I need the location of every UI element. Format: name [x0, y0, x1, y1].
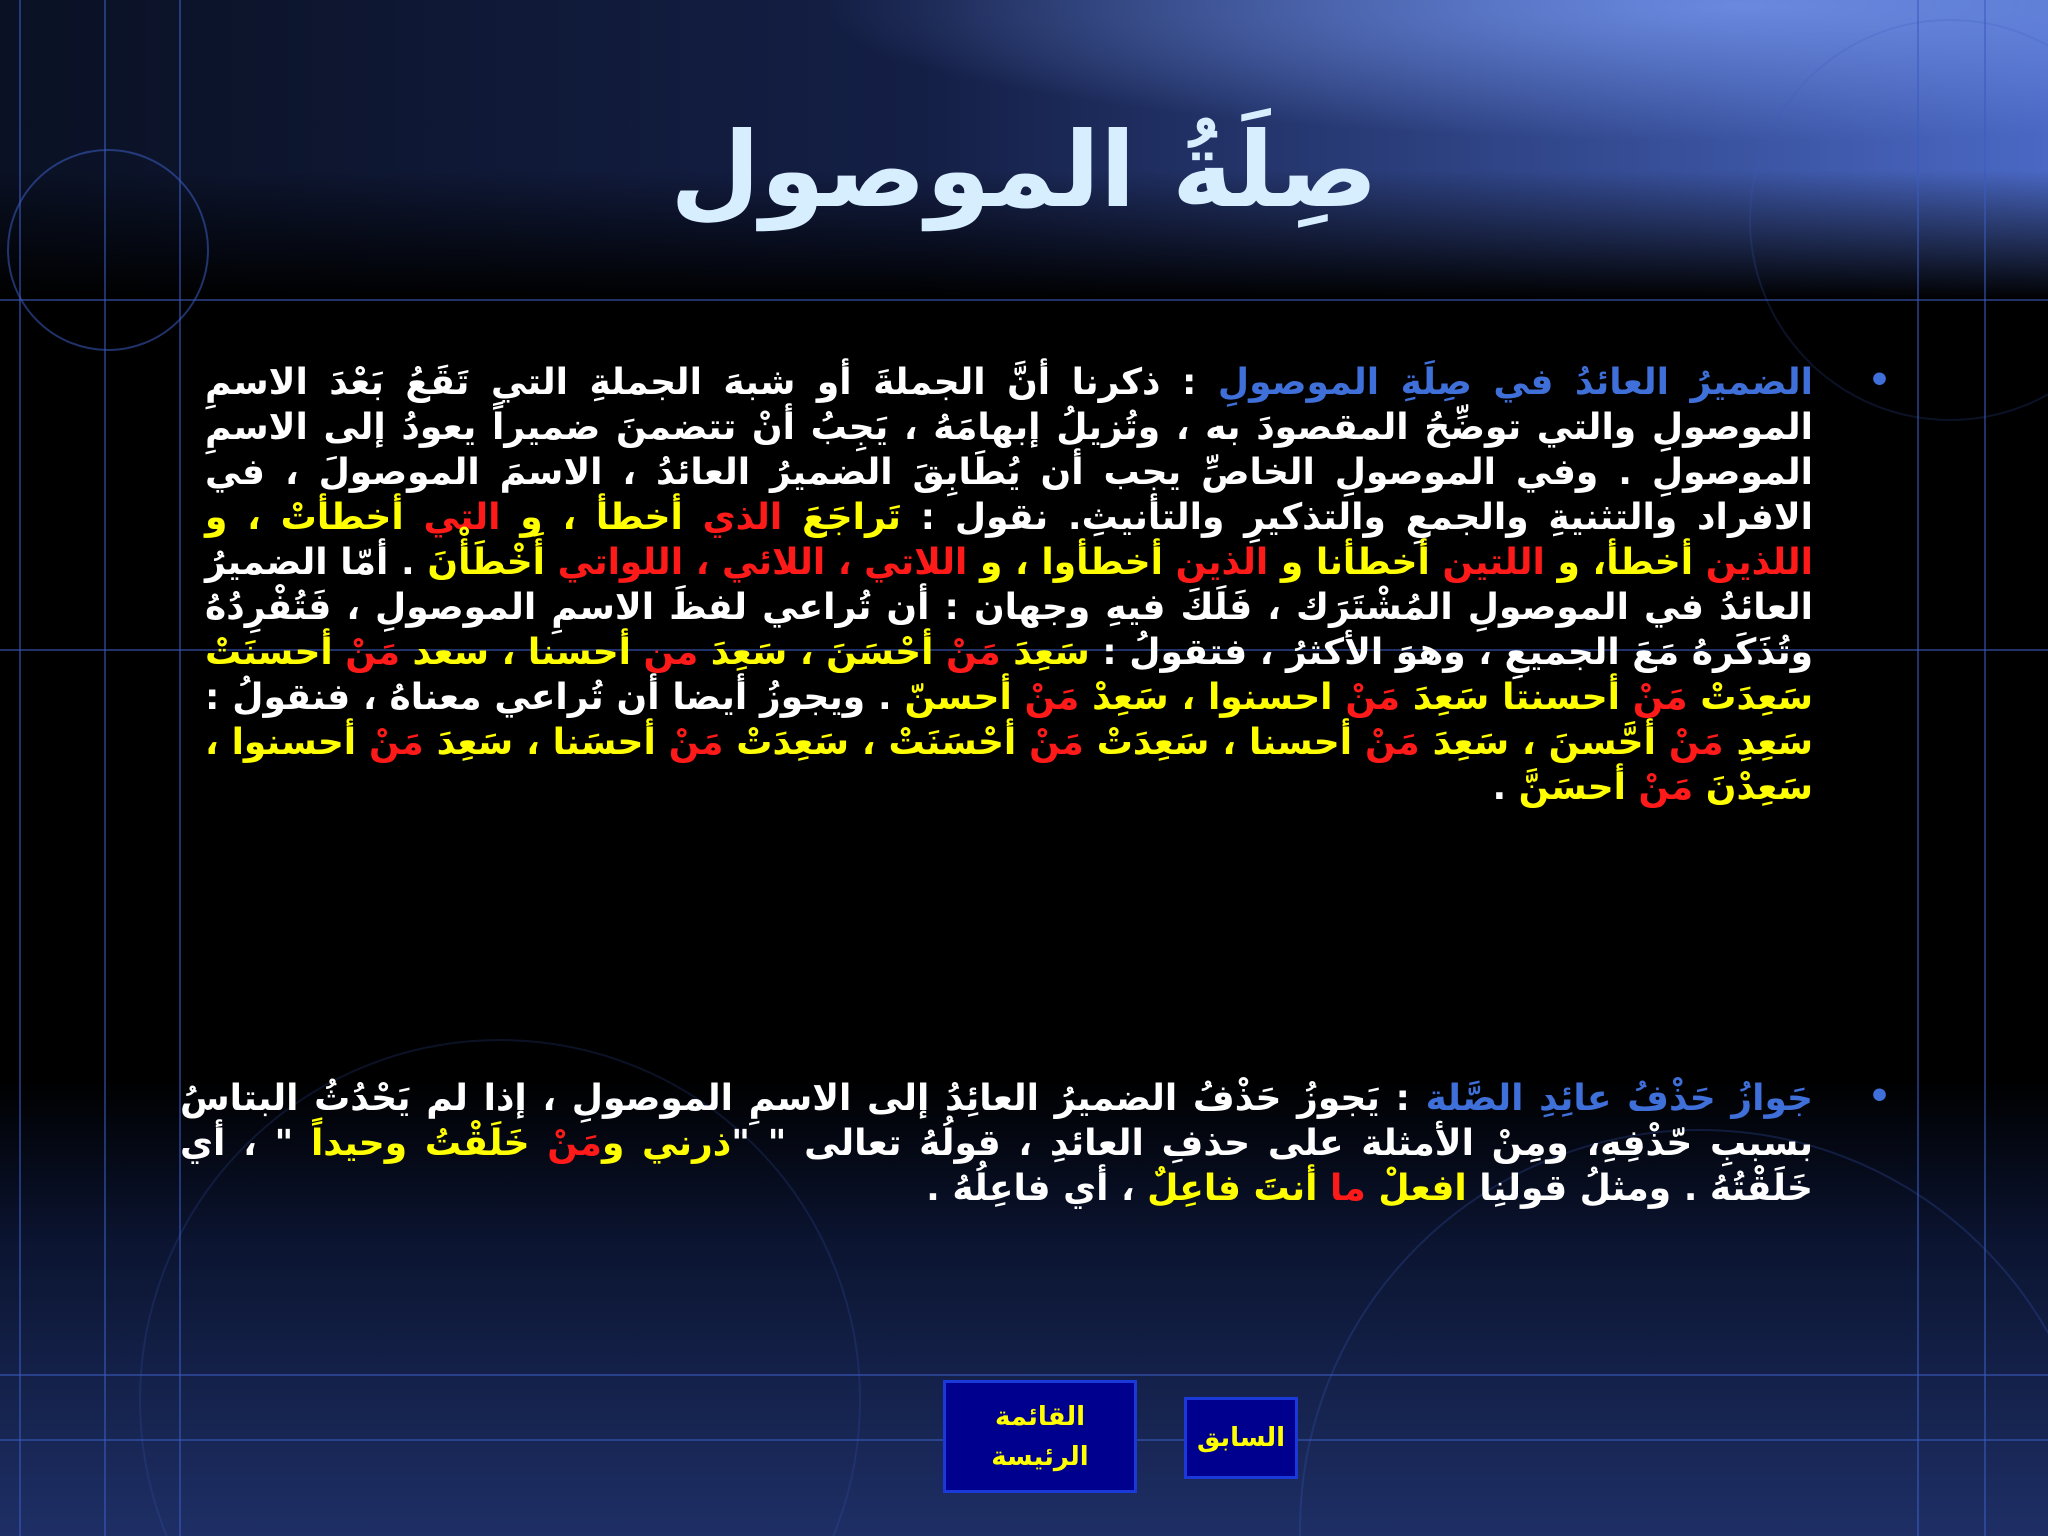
bullet-marker: • — [1868, 1076, 1892, 1117]
relative-pronoun: مَنْ — [1029, 722, 1084, 763]
highlight: أحْسَنَ ، سَعِدَ — [698, 632, 946, 673]
highlight: أحسنتا سَعِدَ — [1400, 677, 1633, 718]
highlight: أحسنا ، سَعِدَتْ — [1083, 722, 1366, 763]
highlight: أخطأوا ، و — [967, 542, 1176, 583]
text: . ويجوزُ أيضا أن تُراعي معناهُ ، فنقولُ : — [205, 677, 905, 718]
slide-title: صِلَةُ الموصول — [670, 109, 1378, 231]
highlight: ذرني و — [601, 1123, 732, 1164]
highlight: أحَّسنَ ، سَعِدَ — [1419, 722, 1669, 763]
relative-pronoun: مَنْ — [1632, 677, 1688, 718]
relative-pronoun: الذي — [702, 497, 783, 538]
relative-pronoun: مَنْ — [945, 632, 1001, 673]
relative-pronoun: الذين — [1175, 542, 1269, 583]
relative-pronoun: من — [643, 632, 699, 673]
paragraph-heading: جَوازُ حَذْفُ عائِدِ الصَّلة — [1425, 1078, 1813, 1119]
highlight: أخطأ ، و — [500, 497, 703, 538]
paragraph-omission-of-pronoun — [180, 1076, 1813, 1211]
highlight: أحسَنا ، سَعِدَ — [423, 722, 669, 763]
relative-pronoun: مَنْ — [1024, 677, 1080, 718]
text: " ، أي خَلَقْتُهُ . ومثلُ قولنِا — [180, 1123, 1813, 1209]
highlight: أخطأنا و — [1268, 542, 1443, 583]
highlight: أَخْطَأْنَ — [427, 542, 558, 583]
highlight: أحْسَنَتْ ، سَعِدَتْ — [723, 722, 1030, 763]
highlight: أحسنوا ، سَعِدْنَ — [205, 722, 1813, 808]
paragraph-returning-pronoun — [205, 360, 1813, 810]
highlight: أحسنا ، سعد — [399, 632, 644, 673]
relative-pronoun: ما — [1330, 1168, 1366, 1209]
highlight: أخطأتْ ، و — [205, 497, 424, 538]
text — [782, 497, 802, 538]
relative-pronoun: اللاتي ، اللائي ، اللواتي — [557, 542, 968, 583]
bullet-marker: • — [1868, 360, 1892, 401]
relative-pronoun: مَنْ — [668, 722, 724, 763]
main-menu-button[interactable] — [943, 1380, 1137, 1493]
paragraph-heading: الضميرُ العائدُ في صِلَةِ الموصولِ — [1217, 362, 1813, 403]
relative-pronoun: مَنْ — [1365, 722, 1420, 763]
text: ، أي فاعِلُهُ . — [926, 1168, 1148, 1209]
previous-button[interactable] — [1184, 1397, 1298, 1479]
relative-pronoun: مَنْ — [1345, 677, 1400, 718]
relative-pronoun: مَنْ — [547, 1123, 602, 1164]
relative-pronoun: مَنْ — [1668, 722, 1724, 763]
text: . أمّا الضميرُ العائدُ في الموصولِ المُشْتَرَك ، فَلَكَ فيهِ وجهان : أن تُراعي لفظَ الاسمِ الموصولِ ، فَتُفْرِدُهُ وتُذَكَرهُ مَعَ الجميعِ ، وهوَ الأكثرُ ، فتقولُ : — [205, 542, 1813, 673]
highlight: سَعِدَ — [1000, 632, 1090, 673]
highlight: أحسَنَّ — [1518, 767, 1639, 808]
highlight: افعلْ — [1365, 1168, 1467, 1209]
highlight: أخطأ، و — [1544, 542, 1706, 583]
relative-pronoun: التي — [423, 497, 501, 538]
highlight: أنتَ فاعِلٌ — [1147, 1168, 1331, 1209]
relative-pronoun: مَنْ — [345, 632, 400, 673]
relative-pronoun: مَنْ — [369, 722, 424, 763]
highlight: احسنوا ، سَعِدْ — [1079, 677, 1346, 718]
highlight: خَلَقْتُ وحيداً — [310, 1123, 548, 1164]
highlight: أحسنّ — [904, 677, 1025, 718]
main-menu-label: القائمة الرئيسة — [991, 1401, 1089, 1472]
relative-pronoun: اللتين — [1442, 542, 1545, 583]
highlight: أحسنَتْ سَعِدَتْ — [205, 632, 1813, 718]
relative-pronoun: اللذين — [1705, 542, 1813, 583]
highlight: سَعِدِ — [1723, 722, 1813, 763]
text: : ذكرنا أنَّ الجملةَ أو شبهَ الجملةِ التي تَقَعُ بَعْدَ الاسمِ الموصولِ والتي توضِّحُ المقصودَ به ، وتُزيلُ إبهامَهُ ، يَجِبُ أنْ تتضمنَ ضميراً يعودُ إلى الاسمِ الموصولِ . وفي الموصولِ الخاصِّ يجب أن يُطَابِقَ الضميرُ العائدُ ، الاسمَ الموصولَ ، في الافراد والتثنيةِ والجمعِ والتذكيرِ والتأنيثِ. نقول : — [205, 362, 1813, 538]
relative-pronoun: مَنْ — [1638, 767, 1694, 808]
highlight: تَراجَعَ — [802, 497, 901, 538]
text: : يَجوزُ حَذْفُ الضميرُ العائِدُ إلى الاسمِ الموصولِ ، إذا لم يَحْدُثُ البتاسُ بسببِ حّذْفِهِ، ومِنْ الأمثلة على حذفِ العائدِ ، قولُهُ تعالى " " — [180, 1078, 1813, 1164]
previous-label: السابق — [1196, 1423, 1286, 1453]
text: . — [1492, 767, 1519, 808]
